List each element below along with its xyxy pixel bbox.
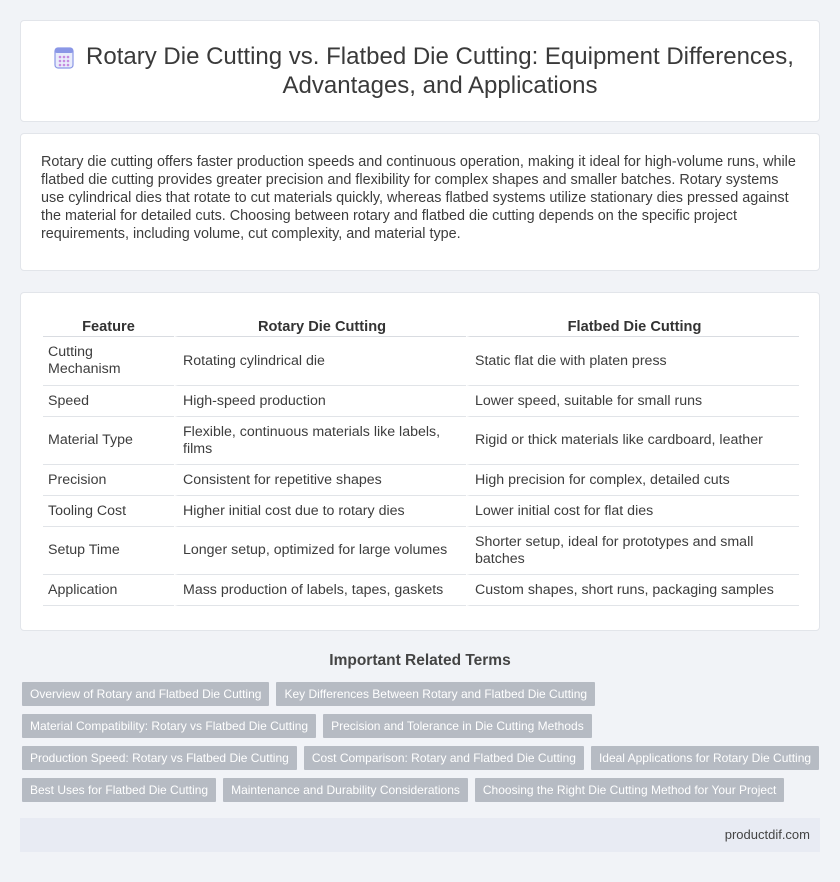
rotary-cell: Consistent for repetitive shapes (174, 465, 466, 496)
feature-cell: Tooling Cost (43, 496, 174, 527)
flatbed-cell: Lower initial cost for flat dies (466, 496, 799, 527)
flatbed-cell: Rigid or thick materials like cardboard, leather (466, 417, 799, 465)
flatbed-cell: Lower speed, suitable for small runs (466, 386, 799, 417)
related-term-tag[interactable]: Maintenance and Durability Considerations (223, 778, 468, 802)
header-flatbed: Flatbed Die Cutting (466, 315, 799, 337)
flatbed-cell: Shorter setup, ideal for prototypes and small batches (466, 527, 799, 575)
rotary-cell: Mass production of labels, tapes, gaskets (174, 575, 466, 606)
table-row (43, 465, 799, 496)
related-terms-title: Important Related Terms (329, 652, 511, 669)
table-row (43, 496, 799, 527)
summary-card (20, 133, 820, 271)
flatbed-cell: Custom shapes, short runs, packaging samples (466, 575, 799, 606)
feature-cell: Application (43, 575, 174, 606)
footer (20, 818, 820, 852)
feature-cell: Setup Time (43, 527, 174, 575)
rotary-cell: Rotating cylindrical die (174, 337, 466, 386)
table-row (43, 386, 799, 417)
related-term-tag[interactable]: Ideal Applications for Rotary Die Cutting (591, 746, 819, 770)
related-term-tag[interactable]: Choosing the Right Die Cutting Method for Your Project (475, 778, 785, 802)
related-terms-tags (22, 682, 822, 810)
summary-paragraph: Rotary die cutting offers faster production speeds and continuous operation, making it ideal for high-volume runs, while flatbed die cutting provides greater precision and flexibility for complex shapes and smaller batches. Rotary systems use cylindrical dies that rotate to cut materials quickly, whereas flatbed systems utilize stationary dies pressed against the material for detailed cuts. Choosing between rotary and flatbed die cutting depends on the specific project requirements, including volume, cut complexity, and material type. (41, 154, 796, 242)
flatbed-cell: Static flat die with platen press (466, 337, 799, 386)
rotary-cell: High-speed production (174, 386, 466, 417)
feature-cell: Cutting Mechanism (43, 337, 174, 386)
comparison-table-card (20, 292, 820, 631)
feature-cell: Precision (43, 465, 174, 496)
tag-row (22, 682, 822, 706)
page-title: Rotary Die Cutting vs. Flatbed Die Cutting: Equipment Differences, Advantages, and Applications (86, 43, 794, 99)
comparison-table (43, 315, 799, 606)
title-card (20, 20, 820, 122)
table-row (43, 527, 799, 575)
related-term-tag[interactable]: Precision and Tolerance in Die Cutting Methods (323, 714, 592, 738)
header-rotary: Rotary Die Cutting (174, 315, 466, 337)
tag-row (22, 778, 822, 802)
related-term-tag[interactable]: Overview of Rotary and Flatbed Die Cutting (22, 682, 269, 706)
related-term-tag[interactable]: Key Differences Between Rotary and Flatbed Die Cutting (276, 682, 595, 706)
feature-cell: Speed (43, 386, 174, 417)
table-row (43, 417, 799, 465)
table-header-row (43, 315, 799, 337)
rotary-cell: Longer setup, optimized for large volumes (174, 527, 466, 575)
related-term-tag[interactable]: Material Compatibility: Rotary vs Flatbed Die Cutting (22, 714, 316, 738)
tag-row (22, 714, 822, 738)
header-feature: Feature (43, 315, 174, 337)
footer-site-link[interactable]: productdif.com (724, 827, 810, 842)
related-term-tag[interactable]: Production Speed: Rotary vs Flatbed Die Cutting (22, 746, 297, 770)
related-term-tag[interactable]: Cost Comparison: Rotary and Flatbed Die Cutting (304, 746, 584, 770)
table-row (43, 575, 799, 606)
table-row (43, 337, 799, 386)
tag-row (22, 746, 822, 770)
feature-cell: Material Type (43, 417, 174, 465)
rotary-cell: Higher initial cost due to rotary dies (174, 496, 466, 527)
related-term-tag[interactable]: Best Uses for Flatbed Die Cutting (22, 778, 216, 802)
rotary-cell: Flexible, continuous materials like labels, films (174, 417, 466, 465)
flatbed-cell: High precision for complex, detailed cuts (466, 465, 799, 496)
